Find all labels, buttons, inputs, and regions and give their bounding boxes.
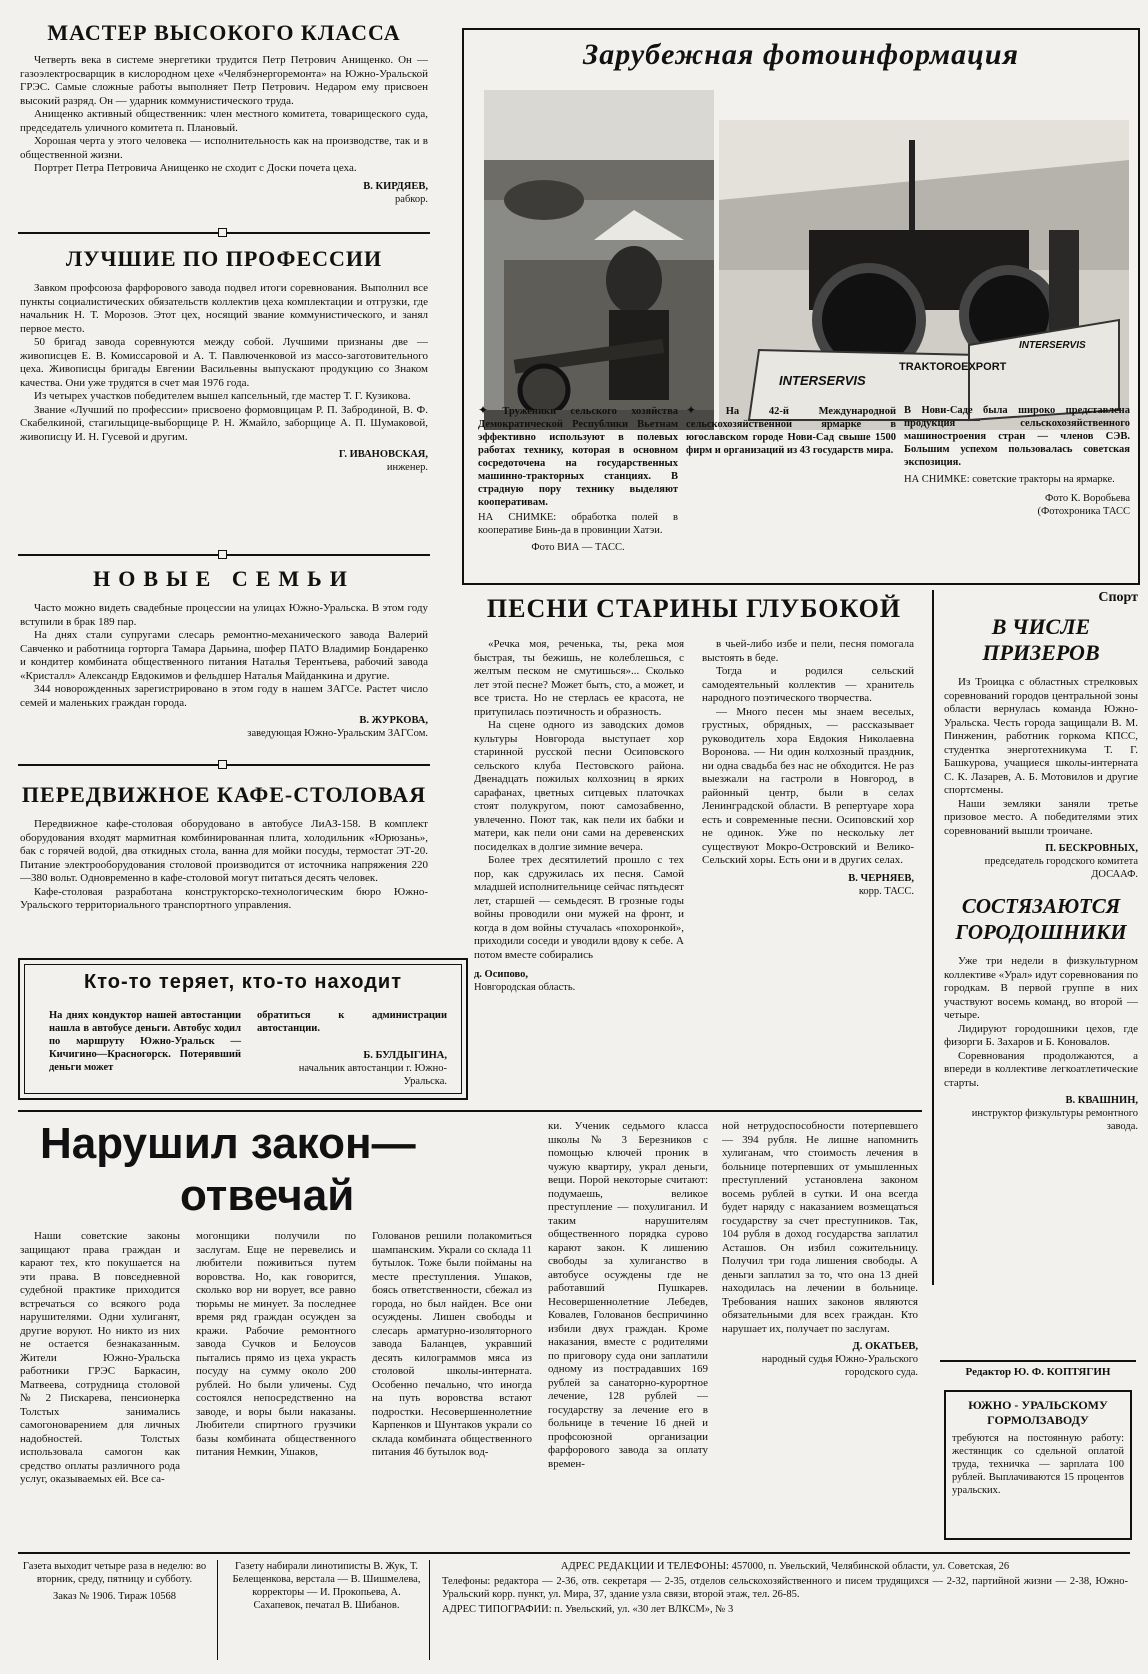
footer-text: Телефоны: редактора — 2-36, отв. секретаря — 2-35, отделов сельскохозяйственного и писем трудящихся — 2-32, партийной жизни — 2-38, Южно-Уральский корр. пункт, ул. Мира, 37, здание узла связи, второй этаж, тел. 26-85. [442, 1576, 1128, 1600]
paragraph: 50 бригад завода соревнуются между собой. Лучшими признаны две — живописцев Е. В. Комиссаровой и А. Т. Павлюченковой из массо-заготовительного цеха. Живописцы бригады Евгении Васильевны выпускают продукцию со Знаком качества. Они уже трудятся в счет мая 1976 года. [20, 336, 428, 389]
caption-yugoslavia-cont [904, 404, 1130, 580]
headline: ЛУЧШИЕ ПО ПРОФЕССИИ [65, 246, 383, 271]
caption-text: ✦ Труженики сельского хозяйства Демократической Республики Вьетнам эффективно используют в полевых работах технику, которая в основном сосредоточена на государственных машинно-тракторных станциях. В страдную пору технику выделяют кооперативам. [478, 404, 678, 508]
foreign-photo-title: Зарубежная фотоинформация [582, 38, 1019, 71]
law-col2 [196, 1230, 356, 1542]
star-icon: ✦ [686, 404, 697, 417]
songs-col1 [474, 638, 684, 994]
headline-line2: отвечай [180, 1171, 355, 1220]
vietnam-photo [484, 90, 714, 430]
vietnam-photo-image [484, 90, 714, 430]
footer-text: АДРЕС РЕДАКЦИИ И ТЕЛЕФОНЫ: 457000, п. Увельский, Челябинской области, ул. Советская, 26 [560, 1561, 1010, 1572]
job-ad-text: требуются на постоянную работу: жестянщик со сдельной оплатой труда, техничка — зарплата 100 рублей. Выплачиваются 15 процентов уральских. [952, 1433, 1124, 1496]
article-families [20, 562, 428, 762]
paragraph: На днях стали супругами слесарь ремонтно-механического завода Валерий Савченко и работница горторга Тамара Дарьина, шофер ПАТО Владимир Бондаренко и кондитер комбината общественного питания Наталья Терентьева, рабочий завода «Кристалл» Александр Евдокимов и фельдшер Наталья Майданкина и другие. [20, 629, 428, 682]
footer-address [442, 1560, 1128, 1660]
editor-line: Редактор Ю. Ф. КОПТЯГИН [940, 1360, 1136, 1378]
paragraph: Голованов решили полакомиться шампанским. Украли со склада 11 бутылок. Тоже были пойманы на месте преступления. Ушаков, боясь ответственности, сбежал из города, но был найден. Все они осуждены. Лишен свободы и слесарь арматурно-изоляторного завода Баланцев, укравший десять килограммов мяса из столовой школы-интерната. Особенно печально, что иногда на путь воровства встают подростки. Несовершеннолетние Карпенков и Шунтаков украли со склада комбината общественного питания 46 бутылок вод- [372, 1230, 532, 1458]
byline: Д. ОКАТЬЕВ, народный судья Южно-Уральского городского суда. [761, 1341, 918, 1378]
byline: Г. ИВАНОВСКАЯ, инженер. [338, 449, 428, 473]
article-best [20, 240, 428, 510]
caption-text: ✦ На 42-й Международной сельскохозяйственной ярмарке в югославском городе Нови-Сад свыше 1500 фирм и организаций из 43 государств мира. [686, 404, 896, 456]
paragraph: Соревнования продолжаются, а впереди в коллективе легкоатлетические старты. [944, 1049, 1138, 1089]
law-col5 [722, 1120, 918, 1542]
divider [18, 554, 430, 556]
paragraph: ки. Ученик седьмого класса школы № 3 Березников с помощью ключей проник в чужую квартиру, украл деньги, вещи. Порой некоторые считают: подумаешь, великое преступление — похулиганил. И таким нарушителям общественного порядка сурово карают закон. К лишению свободы за хулиганство в автобусе осуждены где не работавший Пушкарев. Несовершеннолетние Лебедев, Ковалев, Голованов беспричинно избили двух граждан. Кроме наказания, вместе с родителями по приговору суда они заплатили одному из пострадавших 169 рублей за санаторно-курортное лечение, 128 рублей — государству за лечение его в больнице в течение 16 дней и профсоюзной организации фарфорового завода за оплату времен- [548, 1120, 708, 1470]
footer-schedule [18, 1560, 218, 1660]
photo-credit: Фото К. Воробьева [1044, 493, 1130, 504]
law-col3 [372, 1230, 532, 1542]
paragraph: Звание «Лучший по профессии» присвоено формовщицам Р. П. Забродиной, В. Ф. Скабелкиной, стагильщице-выборщице Р. Н. Жмайло, заборщице А. П. Шумаковой, живописцу И. Н. Гусевой и другим. [20, 403, 428, 443]
article-cafe [20, 772, 428, 952]
divider [18, 232, 430, 234]
paragraph: Хорошая черта у этого человека — исполнительность как на производстве, так и в общественной жизни. [20, 135, 428, 161]
law-col1 [20, 1230, 180, 1542]
headline-line1: Нарушил закон— [40, 1119, 416, 1168]
paragraph: Портрет Петра Петровича Анищенко не сходит с Доски почета цеха. [34, 162, 357, 174]
paragraph: Лидируют городошники цехов, где физорги Б. Захаров и Б. Коновалов. [944, 1022, 1138, 1048]
paragraph: Завком профсоюза фарфорового завода подвел итоги соревнования. Выполнил все пункты социалистических обязательств коллектив цеха комплектации и отгрузки, где начальник Н. Т. Морозов. Этот цех, носящий звание коммунистического, и занял первое место. [20, 282, 428, 335]
paragraph: — Много песен мы знаем веселых, грустных, обрядных, — рассказывает руководитель хора Евдокия Николаевна Воронова. — Ни один колхозный праздник, ни одна свадьба без нас не обходится. Не раз выезжали на гастроли в Новгород, в районный центр, были в селах Ленинградской области. В репертуаре хора есть и современные песни. Осиповский хор не одинок. Уже по нескольку лет существуют Мокро-Островский и Велико-Сельский хоры. Есть они и в других селах. [702, 705, 914, 866]
paragraph: Кафе-столовая разработана конструкторско-технологическим бюро Южно-Уральского территориального транспортного управления. [20, 885, 428, 911]
tractor-photo-image [719, 120, 1129, 430]
paragraph: Передвижное кафе-столовая оборудовано в автобусе ЛиАЗ-158. В комплект оборудования входят мармитная комбинированная плита, холодильник «Юрюзань», бак с горячей водой, два откидных стола, ванна для мойки посуды, термостат ЭТ-20. Питание электрооборудования столовой производится от источника напряжения 220—380 вольт. Одновременно в кафе-столовой могут питаться десять человек. [20, 818, 428, 884]
paragraph: Уже три недели в физкультурном коллективе «Урал» идут соревнования по городкам. В первой группе в них участвуют восемь команд, во второй — четыре. [944, 955, 1138, 1021]
headline: ПЕРЕДВИЖНОЕ КАФЕ-СТОЛОВАЯ [21, 782, 427, 807]
byline: Б. БУЛДЫГИНА, начальник автостанции г. Южно-Уральска. [298, 1050, 447, 1087]
footer-text: АДРЕС ТИПОГРАФИИ: п. Увельский, ул. «30 лет ВЛКСМ», № 3 [442, 1604, 734, 1615]
caption-text: В Нови-Саде была широко представлена продукция сельскохозяйственного машиностроения стран — членов СЭВ. Большим успехом пользовалась советская экспозиция. [904, 405, 1130, 468]
sign-text: INTERSERVIS [1019, 340, 1086, 351]
sign-text: INTERSERVIS [779, 373, 866, 388]
dateline: д. Осипово, Новгородская область. [474, 969, 576, 993]
footer-order: Заказ № 1906. Тираж 10568 [52, 1591, 176, 1602]
sport-section [932, 590, 1138, 1285]
byline: В. КИРДЯЕВ, рабкор. [363, 180, 428, 205]
paragraph: Наши земляки заняли третье призовое место. А победителями этих соревнований вышли троичане. [944, 797, 1138, 837]
job-ad [944, 1390, 1132, 1540]
paragraph: могонщики получили по заслугам. Еще не перевелись и любители поживиться путем воровства. Но, как говорится, сколько вор ни ворует, все равно тюрьмы не минует. За последнее время ряд граждан осужден за кражи. Рабочие ремонтного завода Сучков и Белоусов пытались прямо из цеха украсть посуду на сумму около 200 рублей. Но были уличены. Суд состоялся непосредственно на заводе, и воры были наказаны. Любители спиртного грузчики базы комбината общественного питания Немкин, Ушаков, [196, 1230, 356, 1458]
article-master [20, 10, 428, 225]
job-ad-title: ЮЖНО - УРАЛЬСКОМУ ГОРМОЛЗАВОДУ [968, 1398, 1108, 1427]
lost-found-title: Кто-то теряет, кто-то находит [83, 971, 402, 993]
paragraph: Четверть века в системе энергетики трудится Петр Петрович Анищенко. Он — газоэлектросварщик в кислородном цехе «Челябэнергоремонта» на Южно-Уральской ГРЭС. Самые сложные работы выполняет Петр Петрович. Недаром ему присвоен высокий разряд. Он — ударник коммунистического труда. [20, 54, 428, 107]
paragraph: «Речка моя, реченька, ты, река моя быстрая, ты бежишь, не колеблешься, с желтым песком не смутишься»... Сколько лет этой песне? Может быть, сто, а может, и все триста. Но не стерлась ее красота, не притупилась поэтичность и образность. [474, 638, 684, 718]
byline: П. БЕСКРОВНЫХ, председатель городского комитета ДОСААФ. [984, 843, 1138, 880]
paragraph: в чьей-либо избе и пели, песня помогала выстоять в беде. [702, 638, 914, 664]
paragraph: Из четырех участков победителем вышел капсельный, где мастер Т. Г. Кузикова. [34, 390, 411, 402]
caption-note: НА СНИМКЕ: советские тракторы на ярмарке. [904, 474, 1115, 485]
article-songs [474, 590, 914, 1110]
footer-text: Газета выходит четыре раза в неделю: во вторник, среду, пятницу и субботу. [22, 1561, 207, 1585]
paragraph: Из Троицка с областных стрелковых соревнований городов центральной зоны области вернулась команда Южно-Уральска. Честь города защищали В. М. Пинженин, работник горкома КПСС, студентка энерготехникума Т. Г. Башкурова, учащиеся школы-интерната С. К. Лазарев, А. Б. Мотовилов и другие спортсмены. [944, 676, 1138, 796]
paragraph: На сцене одного из заводских домов культуры Новгорода выступает хор старинной русской песни Осиповского сельского клуба Пестовского района. Двенадцать пожилых колхозниц в ярких сарафанах, цветных ситцевых платочках стоят полукругом, поют самозабвенно, увлеченно. Поют так, как пели их бабки и матери, как пели они сами на деревенских посиделках в долгие зимние вечера. [474, 719, 684, 853]
divider-square [218, 550, 227, 559]
sport-rubric: Спорт [1098, 590, 1138, 605]
footer-staff [230, 1560, 430, 1660]
byline: В. ЖУРКОВА, заведующая Южно-Уральским ЗАГСом. [247, 715, 428, 739]
headline: СОСТЯЗАЮТСЯ ГОРОДОШНИКИ [955, 894, 1127, 944]
footer [18, 1552, 1130, 1664]
lost-found-col1: На днях кондуктор нашей автостанции нашла в автобусе деньги. Автобус ходил по маршруту Южно-Уральск — Кичигино—Красногорск. Потерявший деньги может [49, 1010, 241, 1073]
paragraph: Наши советские законы защищают права граждан и карают тех, кто покушается на эти права. В повседневной судебной практике приходится встречаться со всякого рода нарушителями. Одни хулиганят, другие воруют. Но никто из них не остается безнаказанным. Жители Южно-Уральска работники ГРЭС Баркасин, Матвеева, сотрудница столовой № 2 Пискарева, пенсионерка Толстых занимались самогоноварением для личных надобностей. Толстых использовала самогон как средство оплаты различного рода услуг, оказываемых ей. Все са- [20, 1230, 180, 1485]
caption-yugoslavia [686, 404, 896, 580]
sign-text: TRAKTOROEXPORT [899, 361, 1007, 373]
paragraph: Часто можно видеть свадебные процессии на улицах Южно-Уральска. В этом году вступили в брак 189 пар. [20, 602, 428, 628]
caption-vietnam [478, 404, 678, 580]
tractor-photo [719, 120, 1129, 430]
photo-credit: Фото ВИА — ТАСС. [531, 542, 625, 553]
divider [18, 764, 430, 766]
byline: В. ЧЕРНЯЕВ, корр. ТАСС. [848, 872, 914, 897]
paragraph: Анищенко активный общественник: член местного комитета, товарищеского суда, председатель уличного комитета п. Плановый. [20, 108, 428, 134]
photo-credit: (Фотохроника ТАСС [1037, 506, 1130, 517]
footer-text: Газету набирали линотиписты В. Жук, Т. Белещенкова, верстала — В. Шишмелева, корректоры — И. Прокопьева, А. Сахапевок, печатал В. Шибанов. [232, 1561, 421, 1611]
headline: МАСТЕР ВЫСОКОГО КЛАССА [47, 20, 401, 45]
lost-found-inner [24, 964, 462, 1094]
headline: ПЕСНИ СТАРИНЫ ГЛУБОКОЙ [486, 594, 902, 623]
divider-square [218, 760, 227, 769]
law-col4 [548, 1120, 708, 1542]
star-icon: ✦ [478, 404, 489, 417]
headline: В ЧИСЛЕ ПРИЗЕРОВ [982, 614, 1100, 665]
byline: В. КВАШНИН, инструктор физкультуры ремонтного завода. [971, 1095, 1138, 1132]
divider-square [218, 228, 227, 237]
paragraph: Тогда и родился сельский самодеятельный коллектив — хранитель народного поэтического творчества. [702, 665, 914, 704]
paragraph: 344 новорожденных зарегистрировано в этом году в нашем ЗАГСе. Растет число семей и маленьких граждан города. [20, 683, 428, 709]
paragraph: Более трех десятилетий прошло с тех пор, как сдружилась их песня. Самой младшей исполнительнице сейчас пятьдесят лет, старшей — семьдесят. В грозные годы войны проводили они мужей на фронт, и когда в дом войны стучалась «похоронкой», приходили соседи и уводили вдову к себе. А потом вместе собирались [474, 854, 684, 961]
lost-found-box [18, 958, 468, 1100]
caption-note: НА СНИМКЕ: обработка полей в кооперативе Бинь-да в провинции Хатэи. [478, 512, 678, 536]
paragraph: ной нетрудоспособности потерпевшего — 394 рубля. Не лишне напомнить хулиганам, что стоимость лечения в больнице потерпевших от умышленных преступлений установлена законом восемь рублей в сутки. И она всегда будет наряду с наказанием возмещаться государству за счет преступников. Так, 104 рубля в доход государства заплатил Асташов. Он избил сожительницу. Получил три года лишения свободы. А деньги заплатил за то, что она 13 дней находилась на лечении в больнице. Требования наших законов являются обязательными для всех граждан. Кто нарушает их, получает по заслугам. [722, 1120, 918, 1335]
law-headline [40, 1118, 480, 1228]
lost-found-col2: обратиться к администрации автостанции. [257, 1010, 447, 1034]
songs-col2 [702, 638, 914, 898]
foreign-photo-box [462, 28, 1140, 585]
divider [18, 1110, 922, 1112]
headline: НОВЫЕ СЕМЬИ [93, 566, 355, 591]
